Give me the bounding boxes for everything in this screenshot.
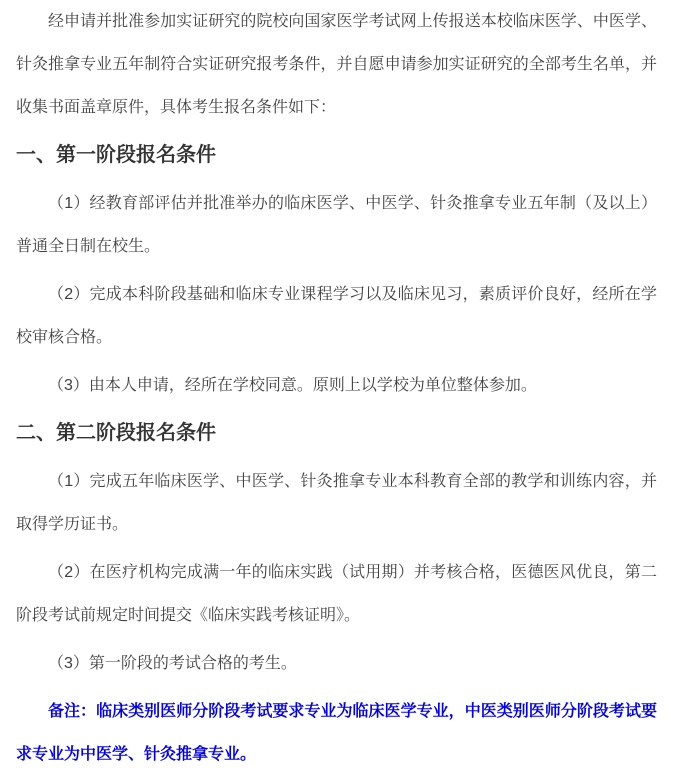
section-2-item-3: （3）第一阶段的考试合格的考生。	[48, 655, 297, 672]
section-1-heading: 一、第一阶段报名条件	[16, 144, 216, 166]
section-2-heading: 二、第二阶段报名条件	[16, 422, 216, 444]
section-1-item-1: （1）经教育部评估并批准举办的临床医学、中医学、针灸推拿专业五年制（及以上）普通全日制在校生。	[16, 195, 657, 255]
section-1-item-3: （3）由本人申请，经所在学校同意。原则上以学校为单位整体参加。	[48, 377, 537, 394]
intro-paragraph: 经申请并批准参加实证研究的院校向国家医学考试网上传报送本校临床医学、中医学、针灸推拿专业五年制符合实证研究报考条件，并自愿申请参加实证研究的全部考生名单，并收集书面盖章原件，具体考生报名条件如下：	[16, 13, 657, 116]
note-paragraph: 备注：临床类别医师分阶段考试要求专业为临床医学专业，中医类别医师分阶段考试要求专业为中医学、针灸推拿专业。	[16, 703, 657, 763]
section-2-item-2: （2）在医疗机构完成满一年的临床实践（试用期）并考核合格，医德医风优良，第二阶段考试前规定时间提交《临床实践考核证明》。	[16, 564, 657, 624]
section-1-item-2: （2）完成本科阶段基础和临床专业课程学习以及临床见习，素质评价良好，经所在学校审核合格。	[16, 286, 657, 346]
section-2-item-1: （1）完成五年临床医学、中医学、针灸推拿专业本科教育全部的教学和训练内容，并取得学历证书。	[16, 473, 657, 533]
